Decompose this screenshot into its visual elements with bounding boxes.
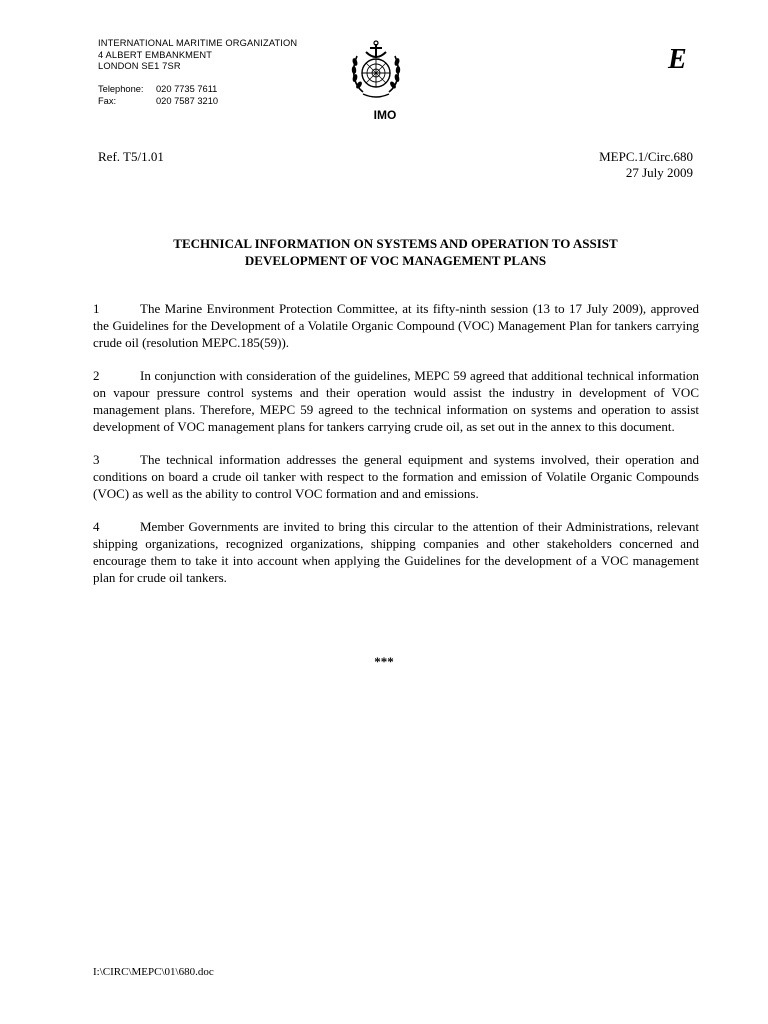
fax-row — [98, 96, 218, 108]
paragraph-3 — [93, 452, 699, 502]
footer-file-path: I:\CIRC\MEPC\01\680.doc — [93, 966, 214, 978]
reference-number: Ref. T5/1.01 — [98, 149, 164, 164]
document-reference — [599, 149, 693, 181]
paragraph-text: The Marine Environment Protection Committee, at its fifty-ninth session (13 to 17 July 2009), approved the Guidelines for the Development of a Volatile Organic Compound (VOC) Management Plan for tankers carrying crude oil (resolution MEPC.185(59)). — [93, 301, 699, 350]
paragraph-text: Member Governments are invited to bring this circular to the attention of their Administrations, relevant shipping organizations, recognized organizations, shipping companies and other stakeholders concerned and encourage them to take it into account when applying the Guidelines for the development of a VOC management plan for crude oil tankers. — [93, 519, 699, 585]
telephone-label: Telephone: — [98, 84, 144, 94]
language-mark: E — [668, 44, 687, 75]
fax-value: 020 7587 3210 — [156, 95, 219, 106]
circular-number: MEPC.1/Circ.680 — [599, 149, 693, 164]
paragraph-4 — [93, 519, 699, 586]
organization-address — [98, 38, 297, 73]
document-body — [93, 301, 699, 603]
address-line-1: INTERNATIONAL MARITIME ORGANIZATION — [98, 38, 298, 48]
telephone-row — [98, 84, 218, 96]
paragraph-number: 2 — [93, 368, 100, 384]
document-title — [98, 236, 693, 269]
org-abbreviation: IMO — [373, 108, 397, 122]
fax-label: Fax: — [98, 95, 117, 106]
paragraph-2 — [93, 368, 699, 435]
address-line-2: 4 ALBERT EMBANKMENT — [98, 49, 213, 60]
paragraph-number: 4 — [93, 519, 100, 535]
document-date: 27 July 2009 — [625, 165, 693, 180]
paragraph-text: In conjunction with consideration of the guidelines, MEPC 59 agreed that additional technical information on vapour pressure control systems and their operation would assist the industry in development of VOC management plans. Therefore, MEPC 59 agreed to the technical information on systems and operation to assist development of VOC management plans for tankers carrying crude oil, as set out in the annex to this document. — [93, 368, 699, 434]
telephone-value: 020 7735 7611 — [156, 84, 218, 94]
paragraph-1 — [93, 301, 699, 351]
title-line-2: DEVELOPMENT OF VOC MANAGEMENT PLANS — [244, 252, 547, 268]
paragraph-number: 3 — [93, 452, 100, 468]
end-mark: *** — [374, 654, 394, 669]
title-line-1: TECHNICAL INFORMATION ON SYSTEMS AND OPERATION TO ASSIST — [173, 236, 618, 251]
address-line-3: LONDON SE1 7SR — [98, 61, 181, 72]
un-emblem-icon — [349, 40, 403, 100]
paragraph-number: 1 — [93, 301, 100, 316]
paragraph-text: The technical information addresses the general equipment and systems involved, their operation and conditions on board a crude oil tanker with respect to the formation and emission of Volatile Organic Compounds (VOC) as well as the ability to control VOC formation and and emissions. — [93, 452, 699, 501]
contact-block — [98, 84, 218, 107]
